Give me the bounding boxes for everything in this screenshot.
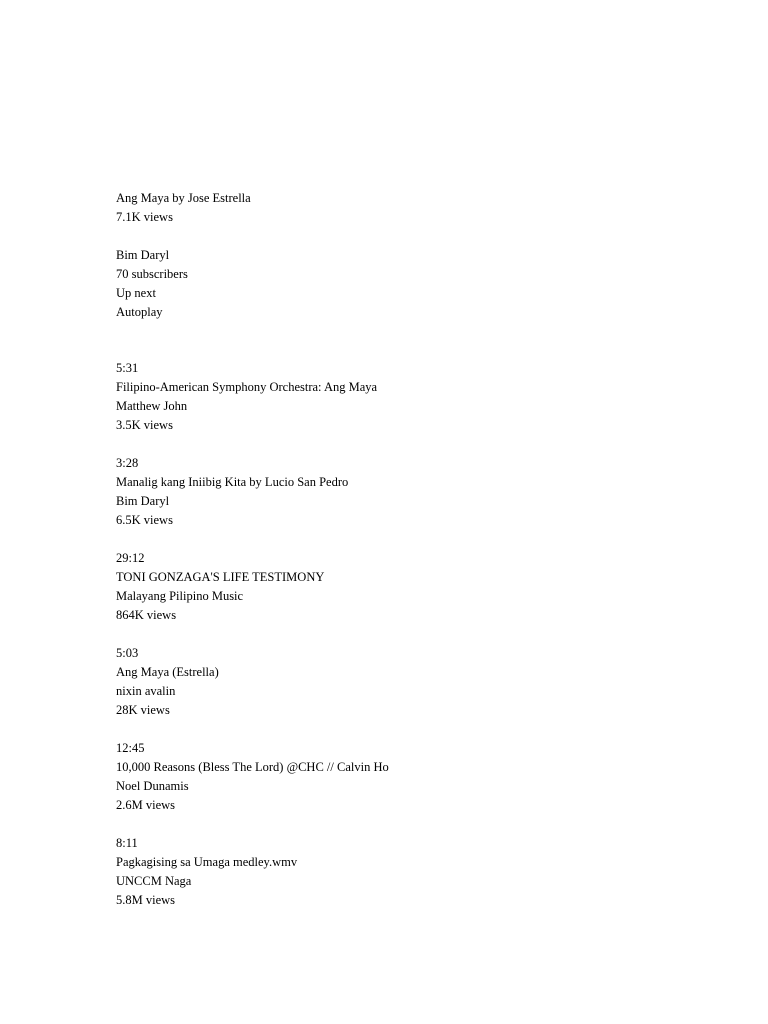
list-item[interactable] (116, 454, 736, 530)
video-view-count: 3.5K views (116, 418, 173, 432)
video-duration: 3:28 (116, 456, 139, 470)
video-duration: 5:03 (116, 646, 139, 660)
up-next-heading: Up next (116, 286, 156, 300)
video-channel[interactable]: Bim Daryl (116, 494, 170, 508)
list-item[interactable] (116, 834, 736, 910)
video-duration: 29:12 (116, 551, 145, 565)
list-item[interactable] (116, 359, 736, 435)
video-duration: 5:31 (116, 361, 139, 375)
video-view-count: 2.6M views (116, 798, 176, 812)
video-duration: 12:45 (116, 741, 145, 755)
video-views: 7.1K views (116, 210, 173, 224)
video-channel[interactable]: nixin avalin (116, 684, 176, 698)
video-title-link[interactable]: Manalig kang Iniibig Kita by Lucio San Pedro (116, 475, 349, 489)
video-view-count: 28K views (116, 703, 170, 717)
spacer (116, 227, 736, 246)
up-next-section (116, 284, 736, 322)
video-title-link[interactable]: Pagkagising sa Umaga medley.wmv (116, 855, 298, 869)
video-title-link[interactable]: Ang Maya (Estrella) (116, 665, 219, 679)
up-next-list (116, 359, 736, 910)
video-channel[interactable]: Matthew John (116, 399, 188, 413)
video-duration: 8:11 (116, 836, 138, 850)
list-item[interactable] (116, 644, 736, 720)
video-view-count: 864K views (116, 608, 177, 622)
page-content (116, 189, 736, 910)
autoplay-toggle[interactable]: Autoplay (116, 305, 163, 319)
video-channel[interactable]: UNCCM Naga (116, 874, 192, 888)
channel-name-link[interactable]: Bim Daryl (116, 248, 170, 262)
subscriber-count: 70 subscribers (116, 267, 188, 281)
video-channel[interactable]: Malayang Pilipino Music (116, 589, 244, 603)
video-title-link[interactable]: TONI GONZAGA'S LIFE TESTIMONY (116, 570, 325, 584)
video-info (116, 189, 736, 227)
video-view-count: 5.8M views (116, 893, 176, 907)
video-title-link[interactable]: Filipino-American Symphony Orchestra: Ang Maya (116, 380, 378, 394)
video-view-count: 6.5K views (116, 513, 173, 527)
video-title: Ang Maya by Jose Estrella (116, 191, 251, 205)
spacer (116, 322, 736, 359)
list-item[interactable] (116, 739, 736, 815)
channel-info (116, 246, 736, 284)
video-title-link[interactable]: 10,000 Reasons (Bless The Lord) @CHC // Calvin Ho (116, 760, 389, 774)
video-channel[interactable]: Noel Dunamis (116, 779, 189, 793)
list-item[interactable] (116, 549, 736, 625)
